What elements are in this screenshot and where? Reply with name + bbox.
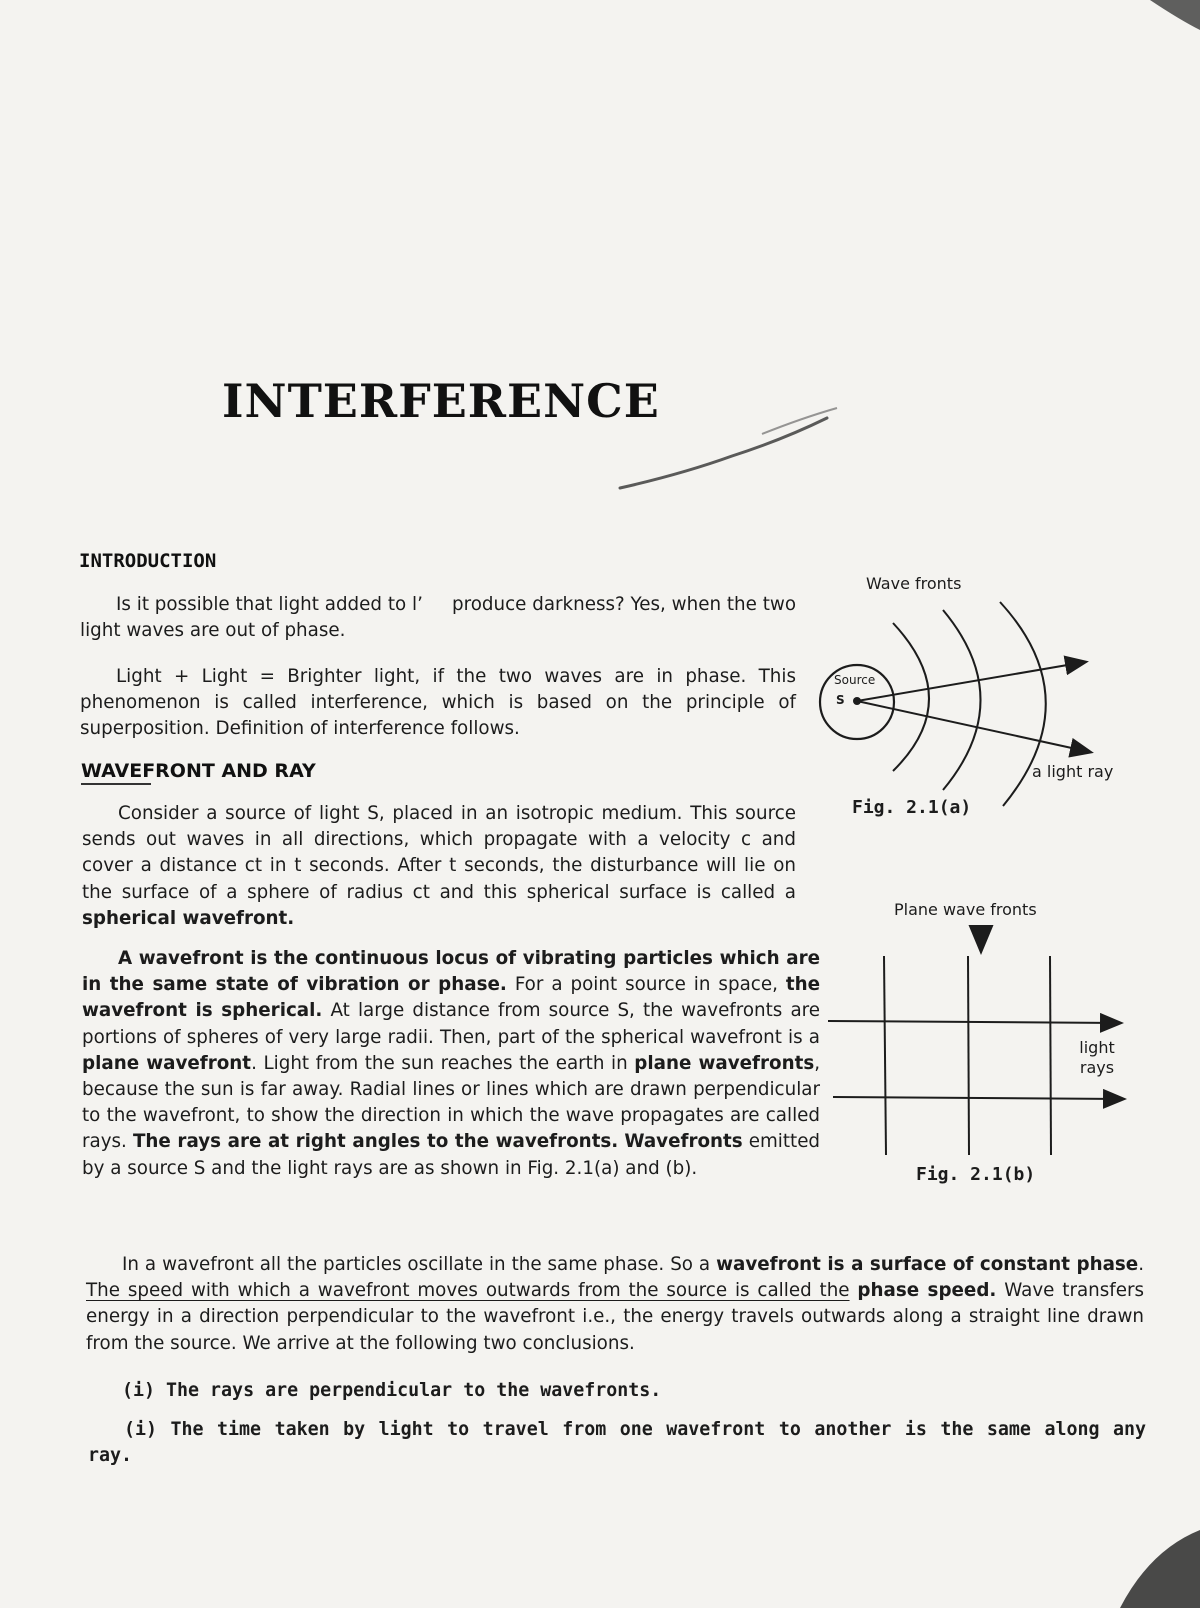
- figure-b-rays-label: light rays: [1079, 1038, 1115, 1077]
- wavefront-arc-2: [943, 610, 981, 790]
- figure-b-caption: Fig. 2.1(b): [916, 1164, 1036, 1185]
- figure-b-wavefronts-label: Plane wave fronts: [894, 900, 1037, 919]
- corner-stain-bottom: [1110, 1510, 1200, 1608]
- plane-wavefront-2: [968, 956, 969, 1155]
- light-ray-lower: [857, 701, 1090, 752]
- conclusion-1: (i) The rays are perpendicular to the wavefronts.: [122, 1380, 662, 1401]
- chapter-title: INTERFERENCE: [222, 374, 660, 428]
- figure-2-1a-diagram: [812, 596, 1132, 816]
- heading-underline: [81, 783, 151, 785]
- intro-paragraph-1: Is it possible that light added to l’ produce darkness? Yes, when the two light waves are out of phase.: [80, 594, 796, 642]
- section-heading-wavefront: WAVEFRONT AND RAY: [81, 760, 316, 782]
- section-heading-introduction: INTRODUCTION: [79, 550, 217, 572]
- figure-a-ray-label: a light ray: [1032, 762, 1114, 781]
- plane-wavefront-3: [1050, 956, 1051, 1155]
- corner-stain-top: [1140, 0, 1200, 40]
- conclusion-2: (i) The time taken by light to travel from one wavefront to another is the same along any ray.: [88, 1419, 1146, 1466]
- wavefront-paragraph-3: In a wavefront all the particles oscillate in the same phase. So a wavefront is a surface of constant phase. The speed with which a wavefront moves outwards from the source is called the phase speed. Wave transfers energy in a direction perpendicular to the wavefront i.e., the energy travels outwards along a straight line drawn from the source. We arrive at the following two conclusions.: [86, 1254, 1145, 1354]
- light-ray-upper: [857, 662, 1085, 701]
- wavefront-arc-1: [893, 623, 929, 771]
- plane-ray-upper: [828, 1021, 1120, 1023]
- figure-a-wavefronts-label: Wave fronts: [866, 574, 962, 593]
- figure-a-caption: Fig. 2.1(a): [852, 797, 972, 818]
- intro-paragraph-2: Light + Light = Brighter light, if the two waves are in phase. This phenomenon is called interference, which is based on the principle of superposition. Definition of interference follows.: [80, 666, 796, 740]
- plane-ray-lower: [833, 1097, 1123, 1099]
- wavefront-paragraph-1: Consider a source of light S, placed in an isotropic medium. This source sends out waves in all directions, which propagate with a velocity c and cover a distance ct in t seconds. After t seconds, the disturbance will lie on the surface of a sphere of radius ct and this spherical surface is called a spherical wavefront.: [82, 803, 796, 929]
- figure-a-source-label: Source: [834, 673, 876, 687]
- plane-wavefront-1: [884, 956, 886, 1155]
- pen-scribble: [612, 404, 862, 494]
- figure-a-s-label: S: [836, 693, 845, 707]
- wavefront-paragraph-2: A wavefront is the continuous locus of vibrating particles which are in the same state of vibration or phase. For a point source in space, the wavefront is spherical. At large distance from source S, the wavefronts are portions of spheres of very large radii. Then, part of the spherical wavefront is a plane wavefront. Light from the sun reaches the earth in plane wavefronts, because the sun is far away. Radial lines or lines which are drawn perpendicular to the wavefront, to show the direction in which the wave propagates are called rays. The rays are at right angles to the wavefronts. Wavefronts emitted by a source S and the light rays are as shown in Fig. 2.1(a) and (b).: [82, 948, 821, 1179]
